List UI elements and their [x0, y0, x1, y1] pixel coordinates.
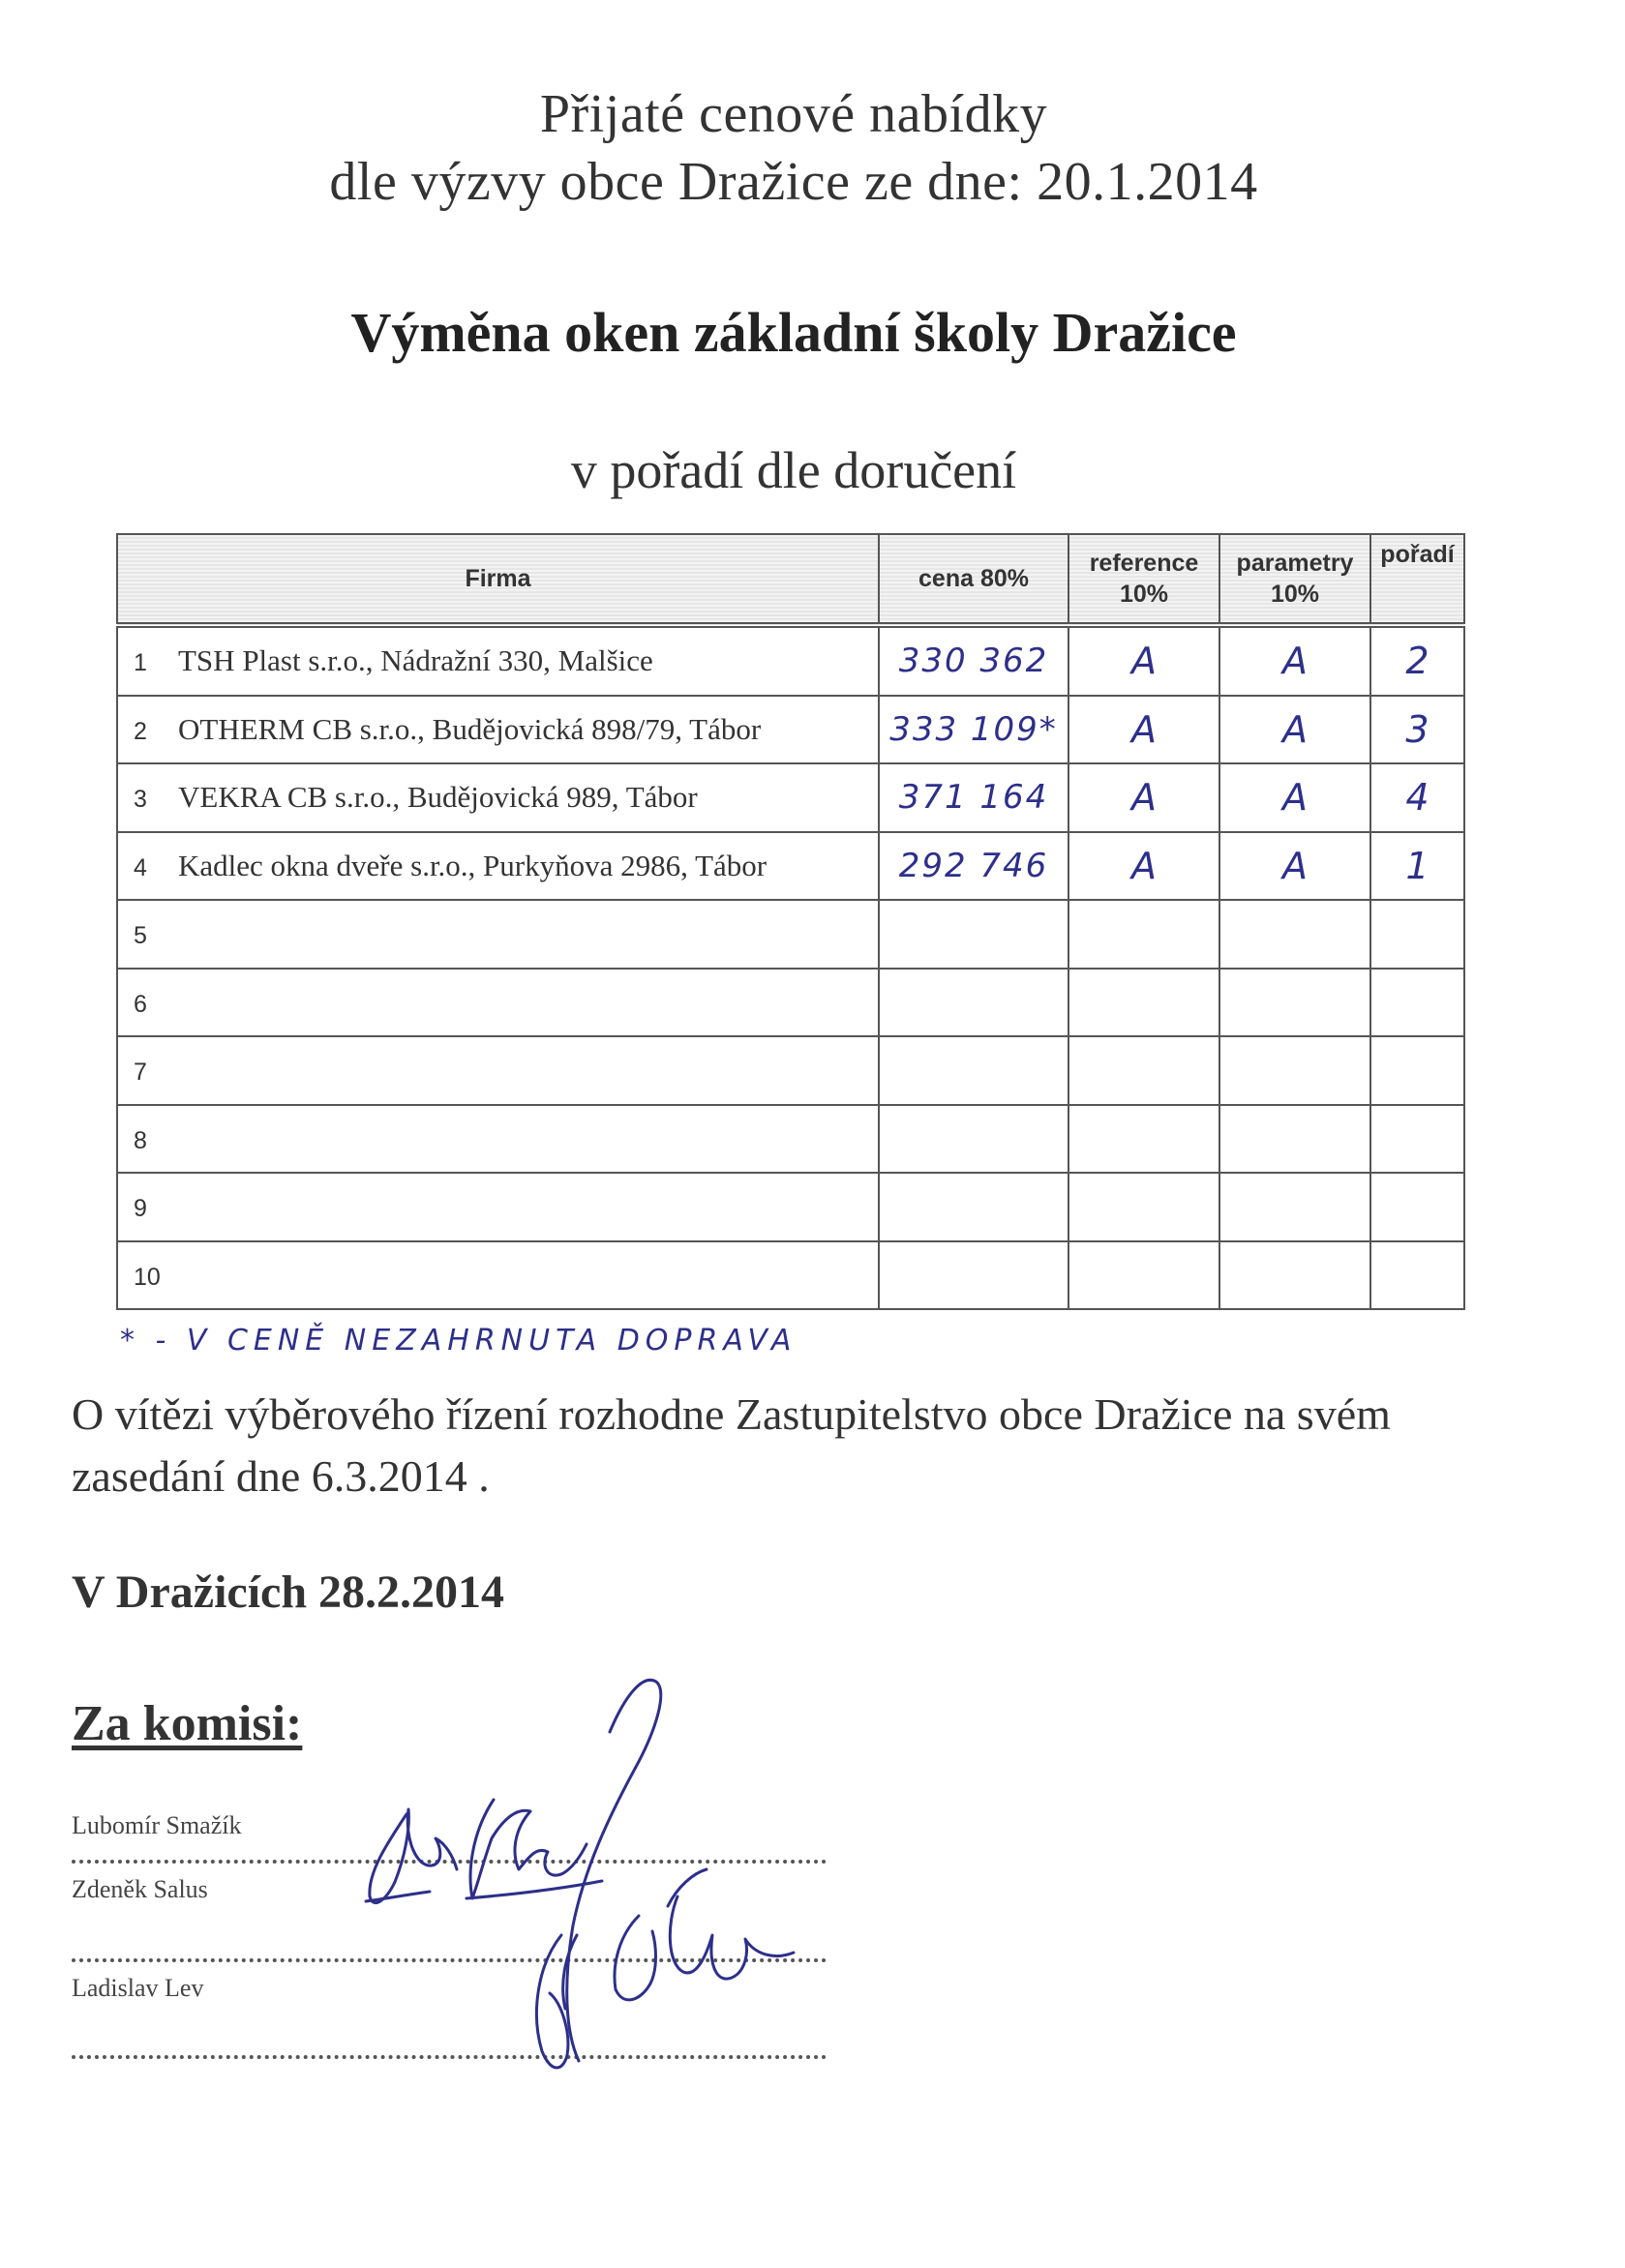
- column-header-reference: reference 10%: [1068, 534, 1219, 625]
- firm-cell: [117, 1173, 879, 1241]
- document-subtitle: v pořadí dle doručení: [570, 441, 1017, 499]
- reference-cell: [1068, 900, 1219, 969]
- firm-cell: [117, 1241, 879, 1310]
- price-cell: 371 164: [879, 763, 1068, 832]
- column-header-order: pořadí: [1370, 534, 1464, 625]
- firm-cell: [117, 763, 879, 832]
- row-number: 9: [134, 1195, 147, 1223]
- order-cell: [1370, 900, 1464, 969]
- parameters-cell: A: [1219, 763, 1370, 832]
- column-header-firm: Firma: [117, 534, 879, 625]
- row-number: 7: [134, 1059, 147, 1087]
- parameters-cell: [1219, 1036, 1370, 1105]
- row-number: 2: [134, 717, 147, 745]
- parameters-cell: A: [1219, 625, 1370, 696]
- order-cell: [1370, 1105, 1464, 1174]
- member-name: Lubomír Smažík: [72, 1811, 242, 1839]
- reference-cell: [1068, 1036, 1219, 1105]
- offers-table: [116, 533, 1465, 1310]
- reference-cell: A: [1068, 832, 1219, 901]
- firm-name: [170, 1053, 178, 1087]
- table-row: [117, 832, 1464, 901]
- table-row: [117, 625, 1464, 696]
- table-row: [117, 969, 1464, 1037]
- table-row: [117, 763, 1464, 832]
- parameters-cell: [1219, 900, 1370, 969]
- firm-cell: [117, 1105, 879, 1174]
- reference-cell: A: [1068, 763, 1219, 832]
- table-row: [117, 1036, 1464, 1105]
- firm-cell: [117, 696, 879, 764]
- price-cell: [879, 900, 1068, 969]
- table-row: [117, 1241, 1464, 1310]
- table-row: [117, 1105, 1464, 1174]
- place-and-date: V Dražicích 28.2.2014: [72, 1567, 505, 1618]
- reference-cell: A: [1068, 696, 1219, 764]
- firm-name: Kadlec okna dveře s.r.o., Purkyňova 2986, Tábor: [178, 848, 767, 882]
- row-number: 5: [134, 922, 147, 950]
- parameters-cell: [1219, 1241, 1370, 1310]
- firm-cell: [117, 969, 879, 1037]
- reference-cell: [1068, 1173, 1219, 1241]
- handwritten-note: * - V CENĚ NEZAHRNUTA DOPRAVA: [120, 1324, 797, 1358]
- order-cell: [1370, 1036, 1464, 1105]
- column-header-price: cena 80%: [879, 534, 1068, 625]
- price-cell: [879, 969, 1068, 1037]
- price-cell: [879, 1105, 1068, 1174]
- reference-cell: [1068, 1105, 1219, 1174]
- firm-name: OTHERM CB s.r.o., Budějovická 898/79, Tábor: [178, 711, 762, 746]
- table-row: [117, 696, 1464, 764]
- member-name: Ladislav Lev: [72, 1974, 204, 2002]
- order-cell: [1370, 969, 1464, 1037]
- reference-cell: A: [1068, 625, 1219, 696]
- table-row: [117, 900, 1464, 969]
- order-cell: 2: [1370, 625, 1464, 696]
- price-cell: [879, 1036, 1068, 1105]
- reference-cell: [1068, 969, 1219, 1037]
- document-title: Výměna oken základní školy Dražice: [350, 301, 1237, 364]
- parameters-cell: [1219, 1173, 1370, 1241]
- row-number: 10: [134, 1263, 161, 1291]
- header-line-1: Přijaté cenové nabídky: [539, 84, 1048, 144]
- row-number: 3: [134, 786, 147, 814]
- price-cell: [879, 1241, 1068, 1310]
- row-number: 4: [134, 853, 147, 881]
- parameters-cell: [1219, 969, 1370, 1037]
- row-number: 8: [134, 1126, 147, 1154]
- firm-name: [170, 1258, 178, 1292]
- firm-name: [170, 1121, 178, 1155]
- reference-cell: [1068, 1241, 1219, 1310]
- table-row: [117, 1173, 1464, 1241]
- table-header-row: [117, 534, 1464, 625]
- column-header-parameters: parametry 10%: [1219, 534, 1370, 625]
- firm-name: [170, 985, 178, 1019]
- order-cell: [1370, 1173, 1464, 1241]
- price-cell: 330 362: [879, 625, 1068, 696]
- firm-name: [170, 916, 178, 950]
- row-number: 6: [134, 990, 147, 1018]
- parameters-cell: A: [1219, 832, 1370, 901]
- committee-heading: Za komisi:: [72, 1696, 303, 1751]
- header-line-2: dle výzvy obce Dražice ze dne: 20.1.2014: [329, 152, 1258, 212]
- order-cell: [1370, 1241, 1464, 1310]
- price-cell: [879, 1173, 1068, 1241]
- firm-name: VEKRA CB s.r.o., Budějovická 989, Tábor: [178, 780, 698, 815]
- firm-name: [170, 1189, 178, 1223]
- parameters-cell: [1219, 1105, 1370, 1174]
- firm-name: TSH Plast s.r.o., Nádražní 330, Malšice: [178, 643, 653, 678]
- member-name: Zdeněk Salus: [72, 1875, 208, 1903]
- price-cell: 292 746: [879, 832, 1068, 901]
- order-cell: 3: [1370, 696, 1464, 764]
- parameters-cell: A: [1219, 696, 1370, 764]
- price-cell: 333 109*: [879, 696, 1068, 764]
- decision-paragraph: O vítězi výběrového řízení rozhodne Zastupitelstvo obce Dražice na svém zasedání dne 6.3.2014 .: [72, 1389, 1391, 1501]
- firm-cell: [117, 1036, 879, 1105]
- row-number: 1: [134, 649, 147, 677]
- signatures-scribble: [348, 1645, 948, 2129]
- firm-cell: [117, 900, 879, 969]
- firm-cell: [117, 832, 879, 901]
- order-cell: 1: [1370, 832, 1464, 901]
- firm-cell: [117, 625, 879, 696]
- order-cell: 4: [1370, 763, 1464, 832]
